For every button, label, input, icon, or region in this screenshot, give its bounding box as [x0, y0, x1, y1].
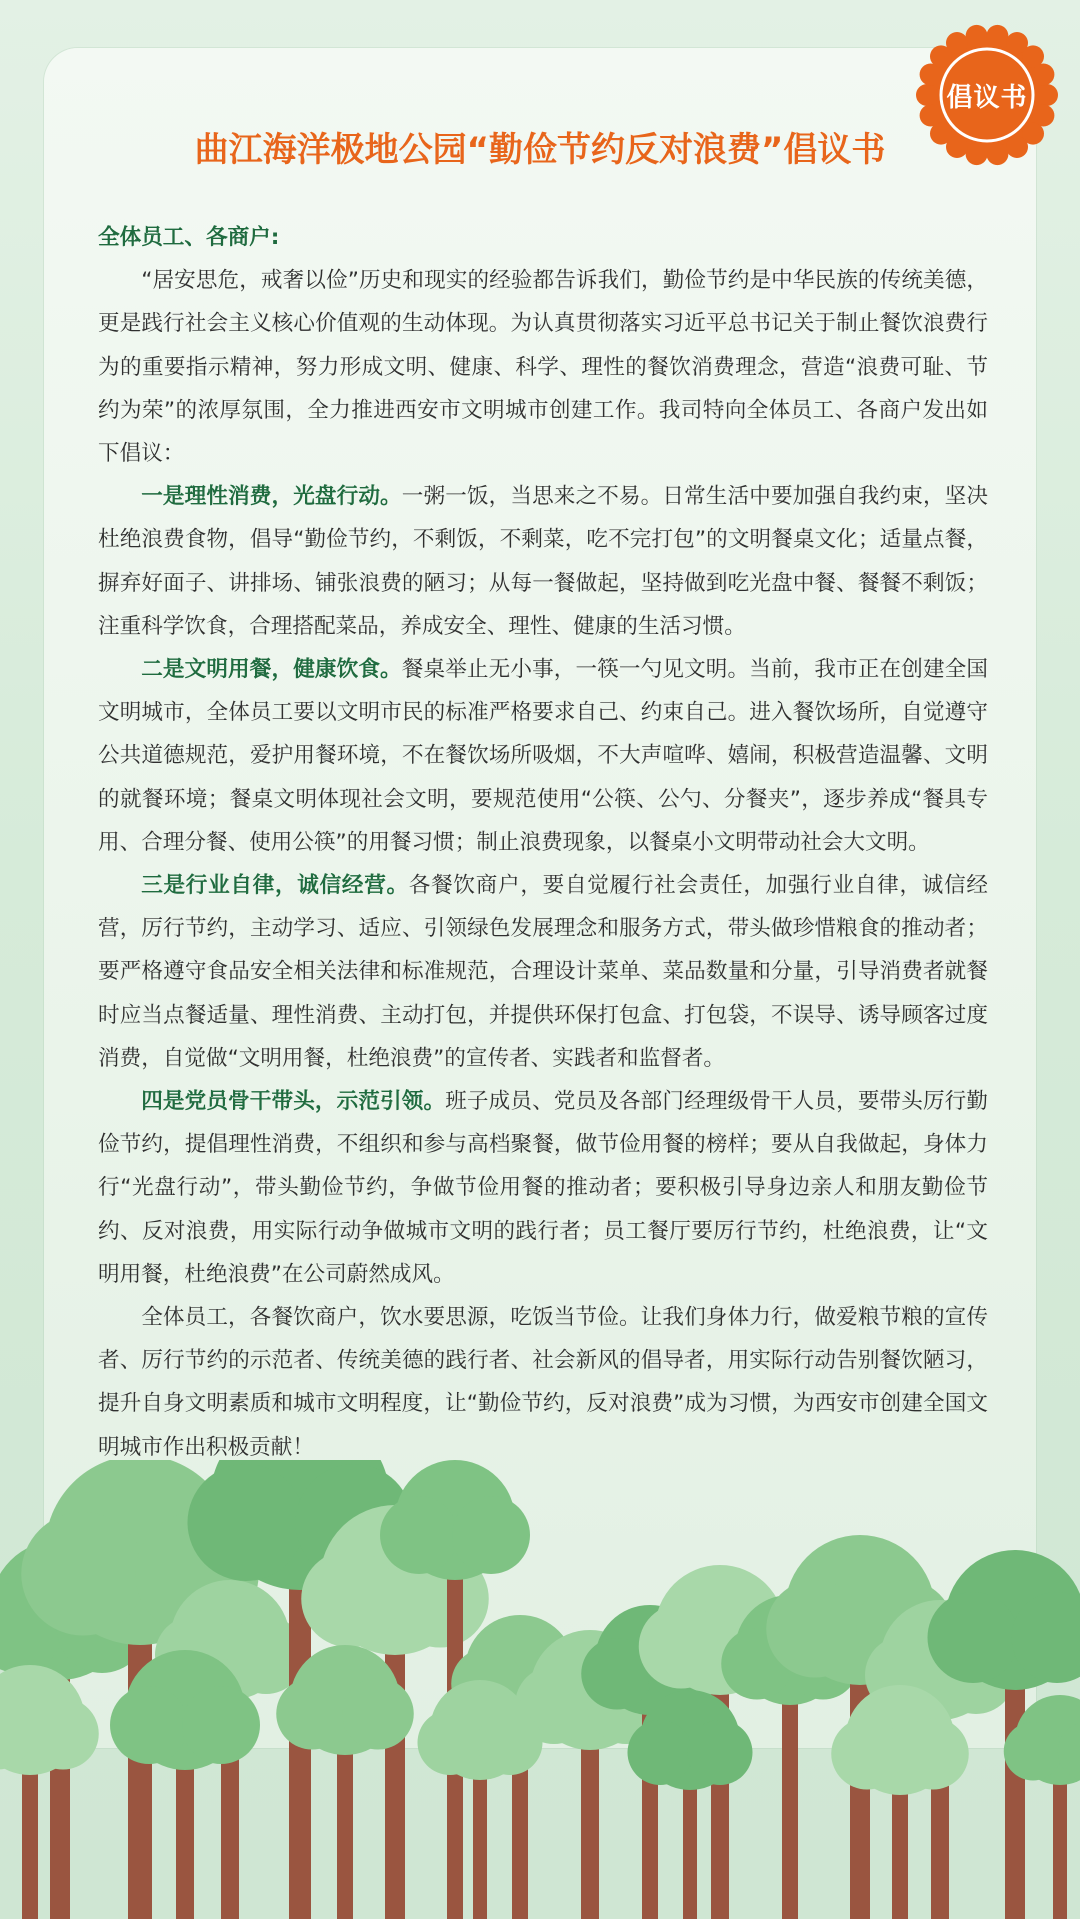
section-paragraph: [98, 1080, 988, 1296]
section-heading: 三是行业自律，诚信经营。: [141, 873, 409, 899]
section-paragraph: [98, 648, 988, 864]
section-paragraph: [98, 475, 988, 648]
section-text: 餐桌举止无小事，一筷一勺见文明。当前，我市正在创建全国文明城市，全体员工要以文明市民的标准严格要求自己、约束自己。进入餐饮场所，自觉遵守公共道德规范，爱护用餐环境，不在餐饮场所吸烟，不大声喧哗、嬉闹，积极营造温馨、文明的就餐环境；餐桌文明体现社会文明，要规范使用“公筷、公勺、分餐夹”，逐步养成“餐具专用、合理分餐、使用公筷”的用餐习惯；制止浪费现象，以餐桌小文明带动社会大文明。: [98, 657, 988, 855]
decorative-forest-illustration: [0, 1460, 1080, 1919]
seal-label: 倡议书: [946, 82, 1028, 113]
section-paragraph: [98, 864, 988, 1080]
section-heading: 四是党员骨干带头，示范引领。: [141, 1089, 446, 1115]
section-heading: 二是文明用餐，健康饮食。: [141, 657, 402, 683]
section-text: 一粥一饭，当思来之不易。日常生活中要加强自我约束，坚决杜绝浪费食物，倡导“勤俭节约，不剩饭，不剩菜，吃不完打包”的文明餐桌文化；适量点餐，摒弃好面子、讲排场、铺张浪费的陋习；从每一餐做起，坚持做到吃光盘中餐、餐餐不剩饭；注重科学饮食，合理搭配菜品，养成安全、理性、健康的生活习惯。: [98, 484, 988, 639]
salutation: 全体员工、各商户:: [98, 225, 280, 250]
ground-strip: [0, 1840, 1080, 1919]
page-title: 曲江海洋极地公园“勤俭节约反对浪费”倡议书: [194, 130, 886, 170]
closing-paragraph: 全体员工，各餐饮商户，饮水要思源，吃饭当节俭。让我们身体力行，做爱粮节粮的宣传者、厉行节约的示范者、传统美德的践行者、社会新风的倡导者，用实际行动告别餐饮陋习，提升自身文明素质和城市文明程度，让“勤俭节约，反对浪费”成为习惯，为西安市创建全国文明城市作出积极贡献！: [98, 1305, 988, 1460]
section-heading: 一是理性消费，光盘行动。: [141, 484, 402, 510]
document-body: [98, 216, 988, 1469]
section-text: 各餐饮商户，要自觉履行社会责任，加强行业自律，诚信经营，厉行节约，主动学习、适应、引领绿色发展理念和服务方式，带头做珍惜粮食的推动者；要严格遵守食品安全相关法律和标准规范，合理设计菜单、菜品数量和分量，引导消费者就餐时应当点餐适量、理性消费、主动打包，并提供环保打包盒、打包袋，不误导、诱导顾客过度消费，自觉做“文明用餐，杜绝浪费”的宣传者、实践者和监督者。: [98, 873, 988, 1071]
intro-paragraph: “居安思危，戒奢以俭”历史和现实的经验都告诉我们，勤俭节约是中华民族的传统美德，更是践行社会主义核心价值观的生动体现。为认真贯彻落实习近平总书记关于制止餐饮浪费行为的重要指示精神，努力形成文明、健康、科学、理性的餐饮消费理念，营造“浪费可耻、节约为荣”的浓厚氛围，全力推进西安市文明城市创建工作。我司特向全体员工、各商户发出如下倡议：: [98, 268, 988, 467]
section-text: 班子成员、党员及各部门经理级骨干人员，要带头厉行勤俭节约，提倡理性消费，不组织和参与高档聚餐，做节俭用餐的榜样；要从自我做起，身体力行“光盘行动”，带头勤俭节约，争做节俭用餐的推动者；要积极引导身边亲人和朋友勤俭节约、反对浪费，用实际行动争做城市文明的践行者；员工餐厅要厉行节约，杜绝浪费，让“文明用餐，杜绝浪费”在公司蔚然成风。: [98, 1089, 988, 1287]
